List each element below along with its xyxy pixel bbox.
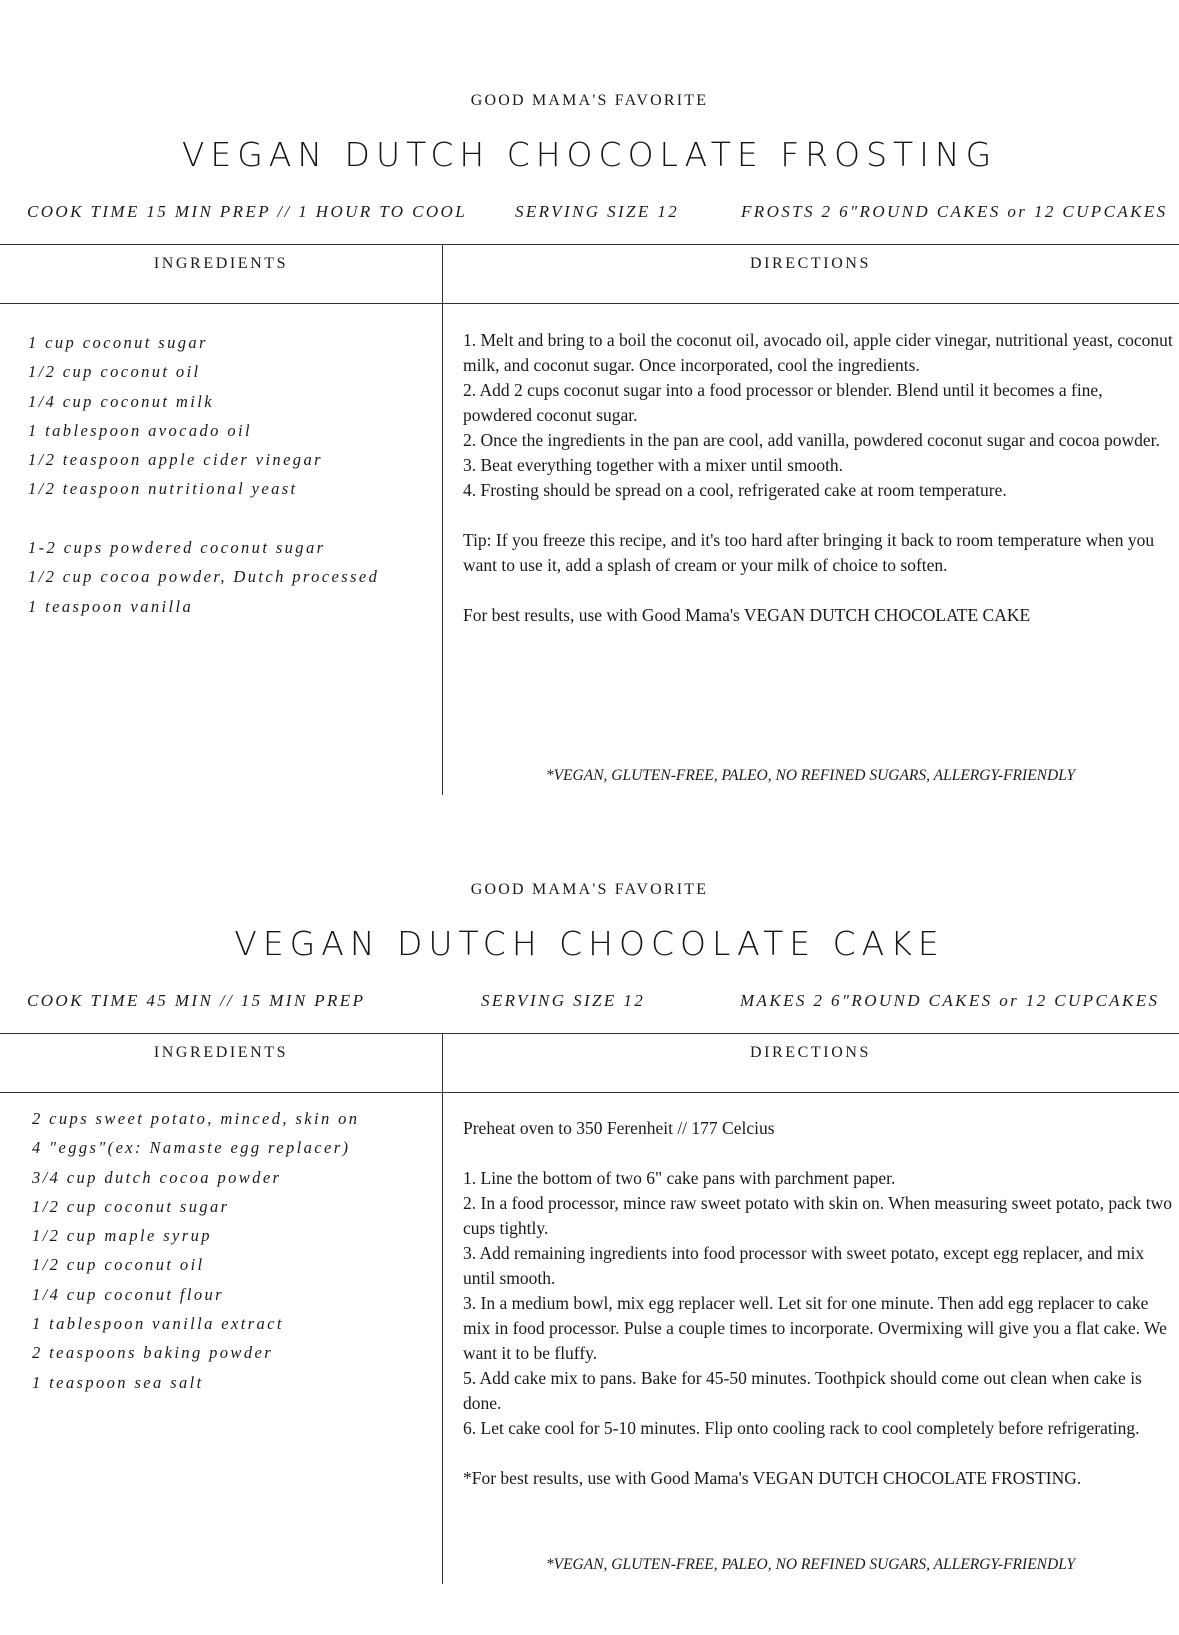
- ingredient-item: 1 cup coconut sugar: [28, 333, 208, 352]
- direction-step: 2. In a food processor, mince raw sweet potato with skin on. When measuring sweet potato, pack two cups tightly.: [463, 1193, 1173, 1238]
- directions-header: DIRECTIONS: [749, 1044, 872, 1061]
- cook-time: COOK TIME 45 MIN // 15 MIN PREP: [27, 991, 366, 1010]
- recipe-kicker: GOOD MAMA'S FAVORITE: [470, 881, 709, 898]
- recipe-title: VEGAN DUTCH CHOCOLATE CAKE: [234, 924, 945, 963]
- ingredients-list: [32, 1104, 359, 1397]
- dietary-note: *VEGAN, GLUTEN-FREE, PALEO, NO REFINED SUGARS, ALLERGY-FRIENDLY: [545, 1556, 1076, 1573]
- yield: [740, 991, 1159, 1011]
- ingredient-item: 1 teaspoon vanilla: [28, 596, 194, 616]
- direction-step: 4. Frosting should be spread on a cool, refrigerated cake at room temperature.: [463, 480, 1007, 500]
- yield-or: or: [999, 991, 1020, 1010]
- paragraph-gap: [463, 503, 1175, 528]
- ingredient-item: 1/2 teaspoon nutritional yeast: [28, 479, 298, 499]
- pairing-note: For best results, use with Good Mama's VEGAN DUTCH CHOCOLATE CAKE: [463, 605, 1031, 625]
- ingredient-item: 2 cups sweet potato, minced, skin on: [32, 1109, 360, 1128]
- ingredient-item: 1 tablespoon avocado oil: [28, 420, 252, 440]
- pairing-note: *For best results, use with Good Mama's VEGAN DUTCH CHOCOLATE FROSTING.: [463, 1468, 1082, 1488]
- directions-list: [463, 1116, 1175, 1491]
- preheat-instruction: Preheat oven to 350 Ferenheit // 177 Celcius: [463, 1118, 775, 1138]
- column-divider: [442, 1033, 443, 1584]
- ingredient-item: 3/4 cup dutch cocoa powder: [32, 1167, 282, 1187]
- ingredient-item: 1-2 cups powdered coconut sugar: [28, 538, 326, 558]
- ingredient-item: 1/2 cup cocoa powder, Dutch processed: [28, 567, 380, 587]
- yield-main: FROSTS 2 6"ROUND CAKES: [741, 202, 1001, 221]
- ingredients-header: INGREDIENTS: [153, 255, 289, 272]
- direction-step: 3. In a medium bowl, mix egg replacer well. Let sit for one minute. Then add egg replacer to cake mix in food processor. Pulse a couple times to incorporate. Overmixing will give you a flat cake. We want it to be fluffy.: [463, 1293, 1167, 1363]
- direction-step: 2. Add 2 cups coconut sugar into a food processor or blender. Blend until it becomes a fine, powdered coconut sugar.: [463, 380, 1103, 425]
- recipe-title: VEGAN DUTCH CHOCOLATE FROSTING: [181, 135, 998, 174]
- divider: [0, 1092, 1179, 1093]
- ingredients-header: INGREDIENTS: [153, 1044, 289, 1061]
- ingredient-item: 1/2 cup coconut oil: [28, 362, 201, 382]
- yield: [741, 202, 1168, 222]
- tip-text: Tip: If you freeze this recipe, and it's too hard after bringing it back to room temperature when you want to use it, add a splash of cream or your milk of choice to soften.: [463, 530, 1155, 575]
- direction-step: 1. Melt and bring to a boil the coconut oil, avocado oil, apple cider vinegar, nutritional yeast, coconut milk, and coconut sugar. Once incorporated, cool the ingredients.: [463, 330, 1173, 375]
- recipe-kicker: GOOD MAMA'S FAVORITE: [470, 92, 709, 109]
- ingredient-item: 1/2 cup maple syrup: [32, 1226, 212, 1246]
- ingredient-item: 1/2 cup coconut oil: [32, 1255, 205, 1275]
- ingredient-item: 1 teaspoon sea salt: [32, 1372, 204, 1392]
- ingredients-list: [28, 328, 379, 621]
- ingredient-item: 1/2 cup coconut sugar: [32, 1196, 230, 1216]
- divider: [0, 1033, 1179, 1034]
- column-divider: [442, 244, 443, 795]
- paragraph-gap: [463, 1141, 1175, 1166]
- yield-alt: 12 CUPCAKES: [1025, 991, 1160, 1010]
- serving-size: SERVING SIZE 12: [481, 991, 646, 1010]
- yield-alt: 12 CUPCAKES: [1033, 202, 1168, 221]
- directions-list: [463, 328, 1175, 628]
- serving-size: SERVING SIZE 12: [515, 202, 680, 221]
- direction-step: 5. Add cake mix to pans. Bake for 45-50 minutes. Toothpick should come out clean when cake is done.: [463, 1368, 1142, 1413]
- ingredient-item: 1 tablespoon vanilla extract: [32, 1314, 284, 1334]
- ingredient-item: 2 teaspoons baking powder: [32, 1343, 274, 1363]
- ingredient-item: 1/2 teaspoon apple cider vinegar: [28, 450, 323, 470]
- ingredient-item: 1/4 cup coconut milk: [28, 391, 214, 411]
- paragraph-gap: [463, 578, 1175, 603]
- yield-or: or: [1007, 202, 1028, 221]
- direction-step: 3. Add remaining ingredients into food processor with sweet potato, except egg replacer, and mix until smooth.: [463, 1243, 1145, 1288]
- ingredient-item: 4 "eggs"(ex: Namaste egg replacer): [32, 1138, 351, 1158]
- direction-step: 6. Let cake cool for 5-10 minutes. Flip onto cooling rack to cool completely before refrigerating.: [463, 1418, 1140, 1438]
- paragraph-gap: [463, 1441, 1175, 1466]
- dietary-note: *VEGAN, GLUTEN-FREE, PALEO, NO REFINED SUGARS, ALLERGY-FRIENDLY: [545, 767, 1076, 784]
- ingredient-gap: [28, 504, 379, 533]
- yield-main: MAKES 2 6"ROUND CAKES: [740, 991, 993, 1010]
- cook-time: COOK TIME 15 MIN PREP // 1 HOUR TO COOL: [27, 202, 468, 221]
- direction-step: 1. Line the bottom of two 6" cake pans with parchment paper.: [463, 1168, 896, 1188]
- ingredient-item: 1/4 cup coconut flour: [32, 1284, 225, 1304]
- direction-step: 3. Beat everything together with a mixer until smooth.: [463, 455, 844, 475]
- direction-step: 2. Once the ingredients in the pan are cool, add vanilla, powdered coconut sugar and cocoa powder.: [463, 430, 1160, 450]
- directions-header: DIRECTIONS: [749, 255, 872, 272]
- divider: [0, 303, 1179, 304]
- divider: [0, 244, 1179, 245]
